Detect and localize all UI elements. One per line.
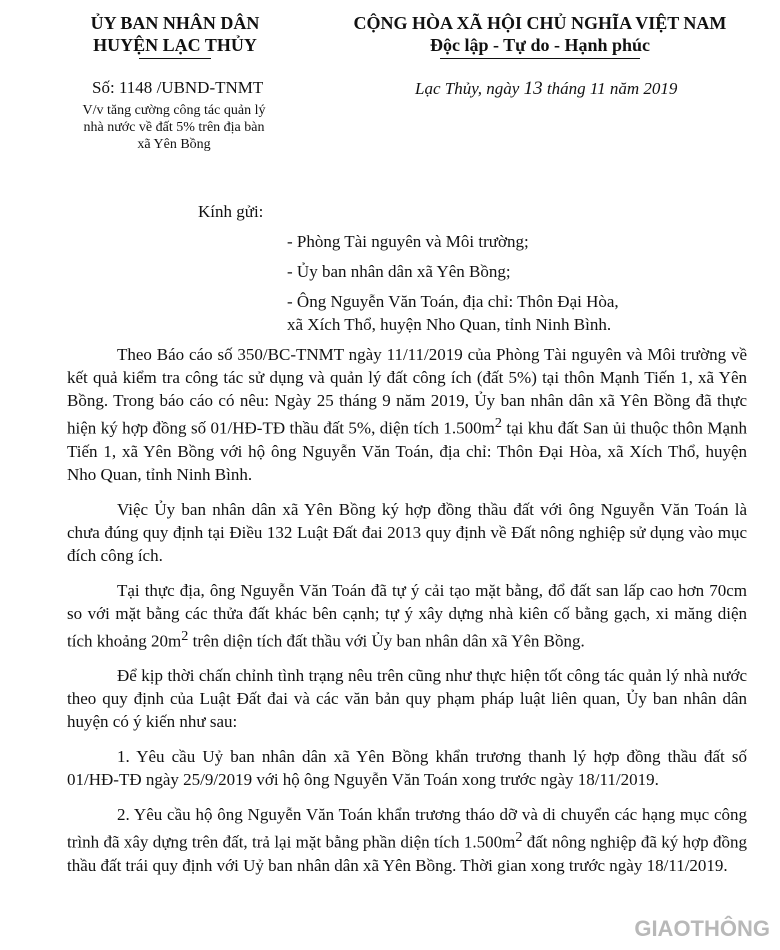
date-prefix: Lạc Thủy, ngày (415, 79, 520, 98)
recipient-3-line-2: xã Xích Thổ, huyện Nho Quan, tỉnh Ninh Bình. (287, 315, 612, 334)
subject-line-1: V/v tăng cường công tác quản lý (82, 103, 266, 118)
paragraph-request-2 (67, 803, 747, 877)
paragraph-opinion-intro: Để kịp thời chấn chỉnh tình trạng nêu trên cũng như thực hiện tốt công tác quản lý nhà nước theo quy định của Luật Đất đai và các văn bản quy phạm pháp luật liên quan, Ủy ban nhân dân huyện có ý kiến như sau: (67, 666, 747, 732)
issuer-header (60, 12, 290, 59)
date-year-prefix: năm (609, 79, 640, 98)
recipient-3-line-1: - Ông Nguyễn Văn Toán, địa chỉ: Thôn Đại Hòa, (287, 292, 619, 311)
subject-line-2: nhà nước về đất 5% trên địa bàn (83, 120, 265, 135)
motto-underline (440, 58, 640, 59)
document-number (92, 78, 263, 98)
date-month-prefix: tháng (546, 79, 586, 98)
p1-text-a: Theo Báo cáo số 350/BC-TNMT ngày 11/11/2019 của Phòng Tài nguyên và Môi trường về kết quả kiểm tra công tác sử dụng và quản lý đất công ích (đất 5%) tại thôn Mạnh Tiến 1, xã Yên Bồng. Trong báo cáo có nêu: Ngày 25 tháng 9 năm 2019, Ủy ban nhân dân xã Yên Bồng đã thực hiện ký hợp đồng số 01/HĐ-TĐ thầu đất 5%, diện tích 1.500m (67, 345, 747, 438)
issuer-line-1: ỦY BAN NHÂN DÂN (90, 13, 260, 33)
document-body (67, 343, 747, 889)
paragraph-field-status (67, 579, 747, 653)
doc-number-code: /UBND-TNMT (156, 78, 264, 97)
p6-superscript: 2 (515, 829, 523, 846)
paragraph-report (67, 343, 747, 486)
date-day: 13 (523, 78, 543, 99)
date-year: 2019 (643, 79, 678, 98)
p1-superscript: 2 (494, 415, 502, 431)
p3-superscript: 2 (181, 627, 189, 644)
document-subject (60, 102, 288, 153)
p1-text-b: tại khu đất San ủi thuộc thôn Mạnh Tiến 1, xã Yên Bồng với hộ ông Nguyễn Văn Toán, địa chỉ: Thôn Đại Hòa, xã Xích Thổ, huyện Nho Quan, tỉnh Ninh Bình. (67, 418, 747, 484)
p6-text-a: 2. Yêu cầu hộ ông Nguyễn Văn Toán khẩn trương tháo dỡ và di chuyển các hạng mục công trình đã xây dựng trên đất, trả lại mặt bằng phần diện tích 1.500m (67, 805, 747, 852)
issuer-line-2: HUYỆN LẠC THỦY (93, 35, 257, 55)
paragraph-request-1: 1. Yêu cầu Uỷ ban nhân dân xã Yên Bồng khẩn trương thanh lý hợp đồng thầu đất số 01/HĐ-TĐ ngày 25/9/2019 với hộ ông Nguyễn Văn Toán xong trước ngày 18/11/2019. (67, 747, 747, 790)
national-motto: Độc lập - Tự do - Hạnh phúc (429, 35, 651, 55)
national-title: CỘNG HÒA XÃ HỘI CHỦ NGHĨA VIỆT NAM (353, 13, 727, 33)
national-header (305, 12, 775, 59)
watermark-logo: GIAOTHÔNG (634, 916, 770, 941)
paragraph-violation: Việc Ủy ban nhân dân xã Yên Bồng ký hợp đồng thầu đất với ông Nguyễn Văn Toán là chưa đúng quy định tại Điều 132 Luật Đất đai 2013 quy định về Đất nông nghiệp sử dụng vào mục đích công ích. (67, 499, 747, 565)
issuer-underline (139, 58, 211, 59)
date-month: 11 (589, 79, 606, 98)
p3-text-a: Tại thực địa, ông Nguyễn Văn Toán đã tự ý cải tạo mặt bằng, đổ đất san lấp cao hơn 70cm so với mặt bằng các thửa đất khác bên cạnh; tự ý xây dựng nhà kiên cố bằng gạch, xi măng diện tích khoảng 20m (67, 580, 747, 651)
doc-number-prefix: Số: (92, 78, 115, 97)
recipient-2: - Ủy ban nhân dân xã Yên Bồng; (287, 262, 511, 281)
document-date (415, 78, 677, 100)
doc-number-value: 1148 (118, 78, 153, 97)
subject-line-3: xã Yên Bồng (137, 137, 211, 152)
kinh-gui-label: Kính gửi: (198, 202, 264, 221)
p6-text-b: đất nông nghiệp đã ký hợp đồng thầu đất trái quy định với Uỷ ban nhân dân xã Yên Bồng. Thời gian xong trước ngày 18/11/2019. (67, 832, 747, 875)
recipient-1: - Phòng Tài nguyên và Môi trường; (287, 232, 529, 251)
p3-text-b: trên diện tích đất thầu với Ủy ban nhân dân xã Yên Bồng. (188, 631, 585, 651)
